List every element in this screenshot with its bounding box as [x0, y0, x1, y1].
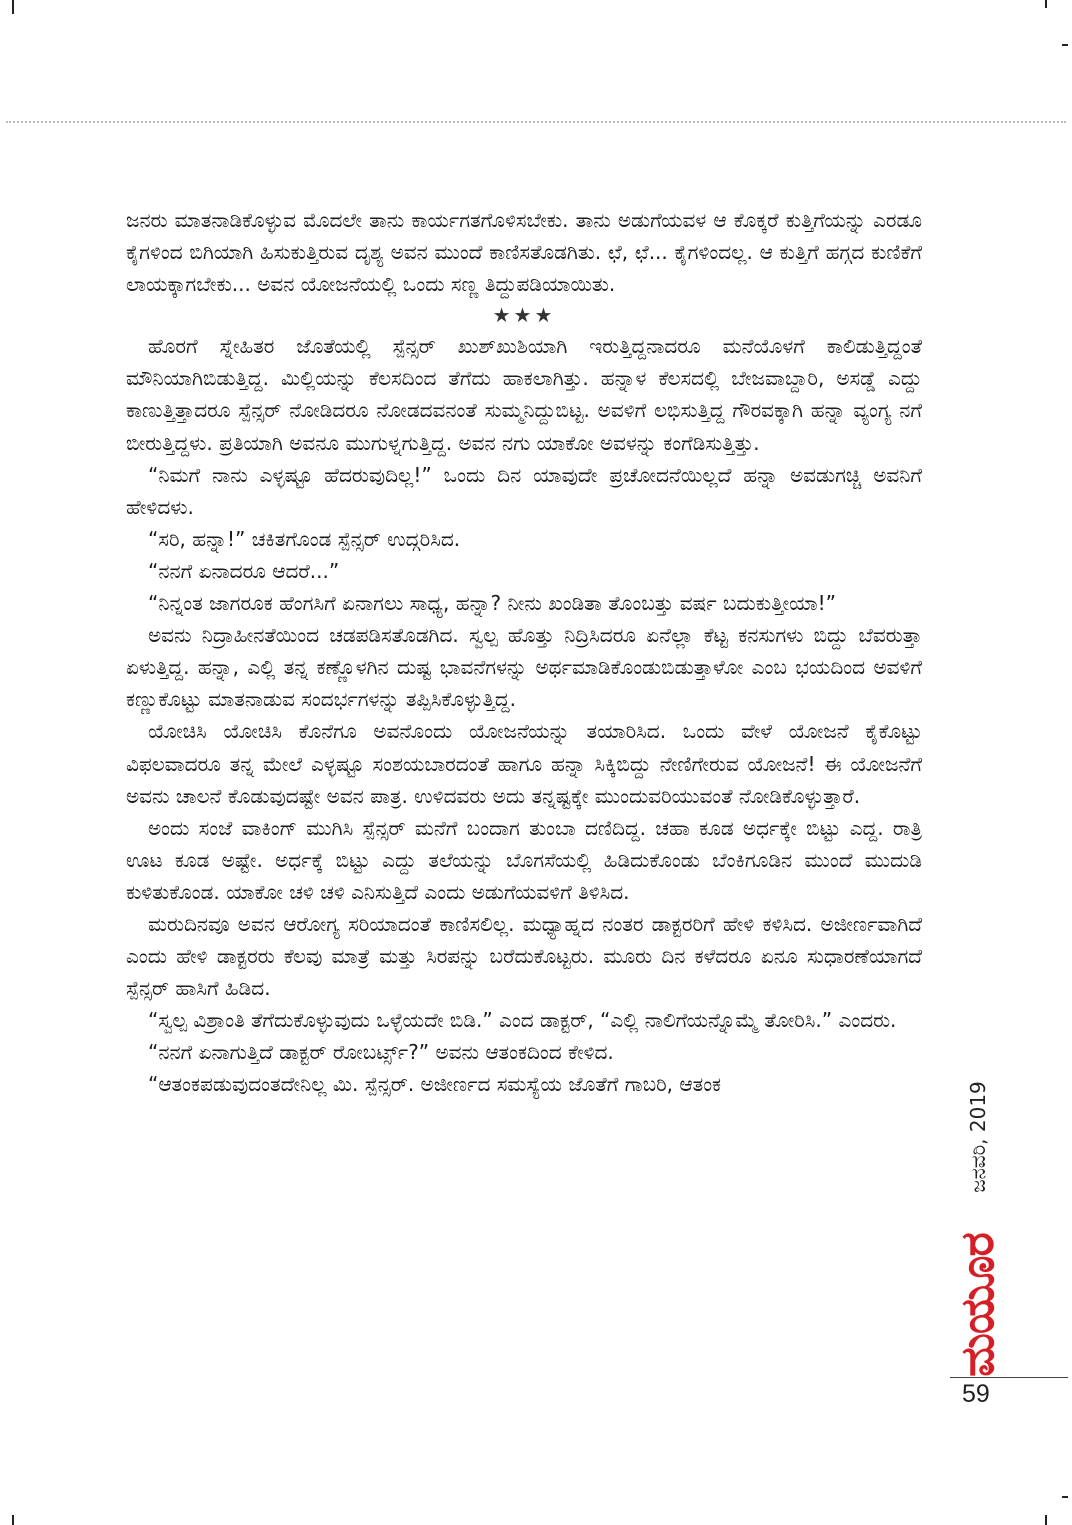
crop-mark-top-right — [1045, 0, 1047, 8]
section-break-stars: ★★★ — [492, 303, 556, 328]
paragraph: “ಸರಿ, ಹನ್ನಾ!” ಚಕಿತಗೊಂಡ ಸ್ಪೆನ್ಸರ್ ಉದ್ಗರಿಸಿದ. — [148, 526, 461, 551]
paragraph: “ನನಗೆ ಏನಾಗುತ್ತಿದೆ ಡಾಕ್ಟರ್ ರೋಬರ್ಟ್ಸ್?” ಅವನು ಆತಂಕದಿಂದ ಕೇಳಿದ. — [148, 1040, 614, 1065]
crop-mark-bottom-right — [1045, 1515, 1047, 1525]
crop-mark-bottom-left — [12, 1515, 14, 1525]
page-number-rule — [950, 1377, 1068, 1378]
paragraph: “ನಿನ್ನಂತ ಜಾಗರೂಕ ಹೆಂಗಸಿಗೆ ಏನಾಗಲು ಸಾಧ್ಯ, ಹನ್ನಾ? ನೀನು ಖಂಡಿತಾ ತೊಂಬತ್ತು ವರ್ಷ ಬದುಕುತ್ತೀಯಾ!” — [148, 591, 837, 616]
paragraph: ಯೋಚಿಸಿ ಯೋಚಿಸಿ ಕೊನೆಗೂ ಅವನೊಂದು ಯೋಜನೆಯನ್ನು ತಯಾರಿಸಿದ. ಒಂದು ವೇಳೆ ಯೋಜನೆ ಕೈಕೊಟ್ಟು ವಿಫಲವಾದರೂ ತನ್ನ ಮೇಲೆ ಎಳ್ಳಷ್ಟೂ ಸಂಶಯಬಾರದಂತೆ ಹಾಗೂ ಹನ್ನಾ ಸಿಕ್ಕಿಬಿದ್ದು ನೇಣಿಗೇರುವ ಯೋಜನೆ! ಈ ಯೋಜನೆಗೆ ಅವನು ಚಾಲನೆ ಕೊಡುವುದಷ್ಟೇ ಅವನ ಪಾತ್ರ. ಉಳಿದವರು ಅದು ತನ್ನಷ್ಟಕ್ಕೇ ಮುಂದುವರಿಯುವಂತೆ ನೋಡಿಕೊಳ್ಳುತ್ತಾರೆ. — [126, 719, 922, 808]
crop-mark-right-lower — [1062, 1496, 1068, 1498]
paragraph: “ಸ್ವಲ್ಪ ವಿಶ್ರಾಂತಿ ತೆಗೆದುಕೊಳ್ಳುವುದು ಒಳ್ಳೆಯದೇ ಬಿಡಿ.” ಎಂದ ಡಾಕ್ಟರ್, “ಎಲ್ಲಿ ನಾಲಿಗೆಯನ್ನೊಮ್ಮೆ ತೋರಿಸಿ.” ಎಂದರು. — [148, 1008, 897, 1033]
page-number: 59 — [962, 1380, 990, 1408]
issue-date-text: ಜನವರಿ, 2019 — [966, 1081, 991, 1193]
paragraph: “ಆತಂಕಪಡುವುದಂತದೇನಿಲ್ಲ ಮಿ. ಸ್ಪೆನ್ಸರ್. ಅಜೀರ್ಣದ ಸಮಸ್ಯೆಯ ಜೊತೆಗೆ ಗಾಬರಿ, ಆತಂಕ — [148, 1072, 722, 1097]
paragraph: “ನಿಮಗೆ ನಾನು ಎಳ್ಳಷ್ಟೂ ಹೆದರುವುದಿಲ್ಲ!” ಒಂದು ದಿನ ಯಾವುದೇ ಪ್ರಚೋದನೆಯಿಲ್ಲದೆ ಹನ್ನಾ ಅವಡುಗಚ್ಚಿ ಅವನಿಗೆ ಹೇಳಿದಳು. — [126, 462, 922, 519]
magazine-masthead — [948, 1233, 1008, 1377]
article-body — [126, 204, 922, 1101]
paragraph: ಜನರು ಮಾತನಾಡಿಕೊಳ್ಳುವ ಮೊದಲೇ ತಾನು ಕಾರ್ಯಗತಗೊಳಿಸಬೇಕು. ತಾನು ಅಡುಗೆಯವಳ ಆ ಕೊಕ್ಕರೆ ಕುತ್ತಿಗೆಯನ್ನು ಎರಡೂ ಕೈಗಳಿಂದ ಬಿಗಿಯಾಗಿ ಹಿಸುಕುತ್ತಿರುವ ದೃಶ್ಯ ಅವನ ಮುಂದೆ ಕಾಣಿಸತೊಡಗಿತು. ಛೆ, ಛೆ... ಕೈಗಳಿಂದಲ್ಲ. ಆ ಕುತ್ತಿಗೆ ಹಗ್ಗದ ಕುಣಿಕೆಗೆ ಲಾಯಕ್ಕಾಗಬೇಕು... ಅವನ ಯೋಜನೆಯಲ್ಲಿ ಒಂದು ಸಣ್ಣ ತಿದ್ದುಪಡಿಯಾಯಿತು. — [126, 208, 922, 297]
crop-mark-top-left — [12, 0, 14, 14]
paragraph: ಅಂದು ಸಂಜೆ ವಾಕಿಂಗ್ ಮುಗಿಸಿ ಸ್ಪೆನ್ಸರ್ ಮನೆಗೆ ಬಂದಾಗ ತುಂಬಾ ದಣಿದಿದ್ದ. ಚಹಾ ಕೂಡ ಅರ್ಧಕ್ಕೇ ಬಿಟ್ಟು ಎದ್ದ. ರಾತ್ರಿ ಊಟ ಕೂಡ ಅಷ್ಟೇ. ಅರ್ಧಕ್ಕೆ ಬಿಟ್ಟು ಎದ್ದು ತಲೆಯನ್ನು ಬೊಗಸೆಯಲ್ಲಿ ಹಿಡಿದುಕೊಂಡು ಬೆಂಕಿಗೂಡಿನ ಮುಂದೆ ಮುದುಡಿ ಕುಳಿತುಕೊಂಡ. ಯಾಕೋ ಚಳಿ ಚಳಿ ಎನಿಸುತ್ತಿದೆ ಎಂದು ಅಡುಗೆಯವಳಿಗೆ ತಿಳಿಸಿದ. — [126, 815, 922, 904]
issue-date — [958, 1082, 998, 1192]
paragraph: “ನನಗೆ ಏನಾದರೂ ಆದರೆ...” — [148, 558, 340, 583]
masthead-logo-text: ಮಯೂರ — [950, 1233, 1005, 1377]
paragraph: ಅವನು ನಿದ್ರಾಹೀನತೆಯಿಂದ ಚಡಪಡಿಸತೊಡಗಿದ. ಸ್ವಲ್ಪ ಹೊತ್ತು ನಿದ್ರಿಸಿದರೂ ಏನೆಲ್ಲಾ ಕೆಟ್ಟ ಕನಸುಗಳು ಬಿದ್ದು ಬೆವರುತ್ತಾ ಏಳುತ್ತಿದ್ದ. ಹನ್ನಾ, ಎಲ್ಲಿ ತನ್ನ ಕಣ್ಣೊಳಗಿನ ದುಷ್ಟ ಭಾವನೆಗಳನ್ನು ಅರ್ಥಮಾಡಿಕೊಂಡುಬಿಡುತ್ತಾಳೋ ಎಂಬ ಭಯದಿಂದ ಅವಳಿಗೆ ಕಣ್ಣುಕೊಟ್ಟು ಮಾತನಾಡುವ ಸಂದರ್ಭಗಳನ್ನು ತಪ್ಪಿಸಿಕೊಳ್ಳುತ್ತಿದ್ದ. — [126, 623, 922, 712]
crop-mark-right-upper — [1062, 44, 1068, 46]
paragraph: ಹೊರಗೆ ಸ್ನೇಹಿತರ ಜೊತೆಯಲ್ಲಿ ಸ್ಪೆನ್ಸರ್ ಖುಶ್‌ಖುಶಿಯಾಗಿ ಇರುತ್ತಿದ್ದನಾದರೂ ಮನೆಯೊಳಗೆ ಕಾಲಿಡುತ್ತಿದ್ದಂತೆ ಮೌನಿಯಾಗಿಬಿಡುತ್ತಿದ್ದ. ಮಿಲ್ಲಿಯನ್ನು ಕೆಲಸದಿಂದ ತೆಗೆದು ಹಾಕಲಾಗಿತ್ತು. ಹನ್ನಾಳ ಕೆಲಸದಲ್ಲಿ ಬೇಜವಾಬ್ದಾರಿ, ಅಸಡ್ಡೆ ಎದ್ದು ಕಾಣುತ್ತಿತ್ತಾದರೂ ಸ್ಪೆನ್ಸರ್ ನೋಡಿದರೂ ನೋಡದವನಂತೆ ಸುಮ್ಮನಿದ್ದುಬಿಟ್ಟ. ಅವಳಿಗೆ ಲಭಿಸುತ್ತಿದ್ದ ಗೌರವಕ್ಕಾಗಿ ಹನ್ನಾ ವ್ಯಂಗ್ಯ ನಗೆ ಬೀರುತ್ತಿದ್ದಳು. ಪ್ರತಿಯಾಗಿ ಅವನೂ ಮುಗುಳ್ನಗುತ್ತಿದ್ದ. ಅವನ ನಗು ಯಾಕೋ ಅವಳನ್ನು ಕಂಗೆಡಿಸುತ್ತಿತ್ತು. — [126, 334, 922, 455]
paragraph: ಮರುದಿನವೂ ಅವನ ಆರೋಗ್ಯ ಸರಿಯಾದಂತೆ ಕಾಣಿಸಲಿಲ್ಲ. ಮಧ್ಯಾಹ್ನದ ನಂತರ ಡಾಕ್ಟರರಿಗೆ ಹೇಳಿ ಕಳಿಸಿದ. ಅಜೀರ್ಣವಾಗಿದೆ ಎಂದು ಹೇಳಿ ಡಾಕ್ಟರರು ಕೆಲವು ಮಾತ್ರೆ ಮತ್ತು ಸಿರಪನ್ನು ಬರೆದುಕೊಟ್ಟರು. ಮೂರು ದಿನ ಕಳೆದರೂ ಏನೂ ಸುಧಾರಣೆಯಾಗದೆ ಸ್ಪೆನ್ಸರ್ ಹಾಸಿಗೆ ಹಿಡಿದ. — [126, 911, 922, 1001]
header-dotted-rule — [6, 121, 1066, 123]
